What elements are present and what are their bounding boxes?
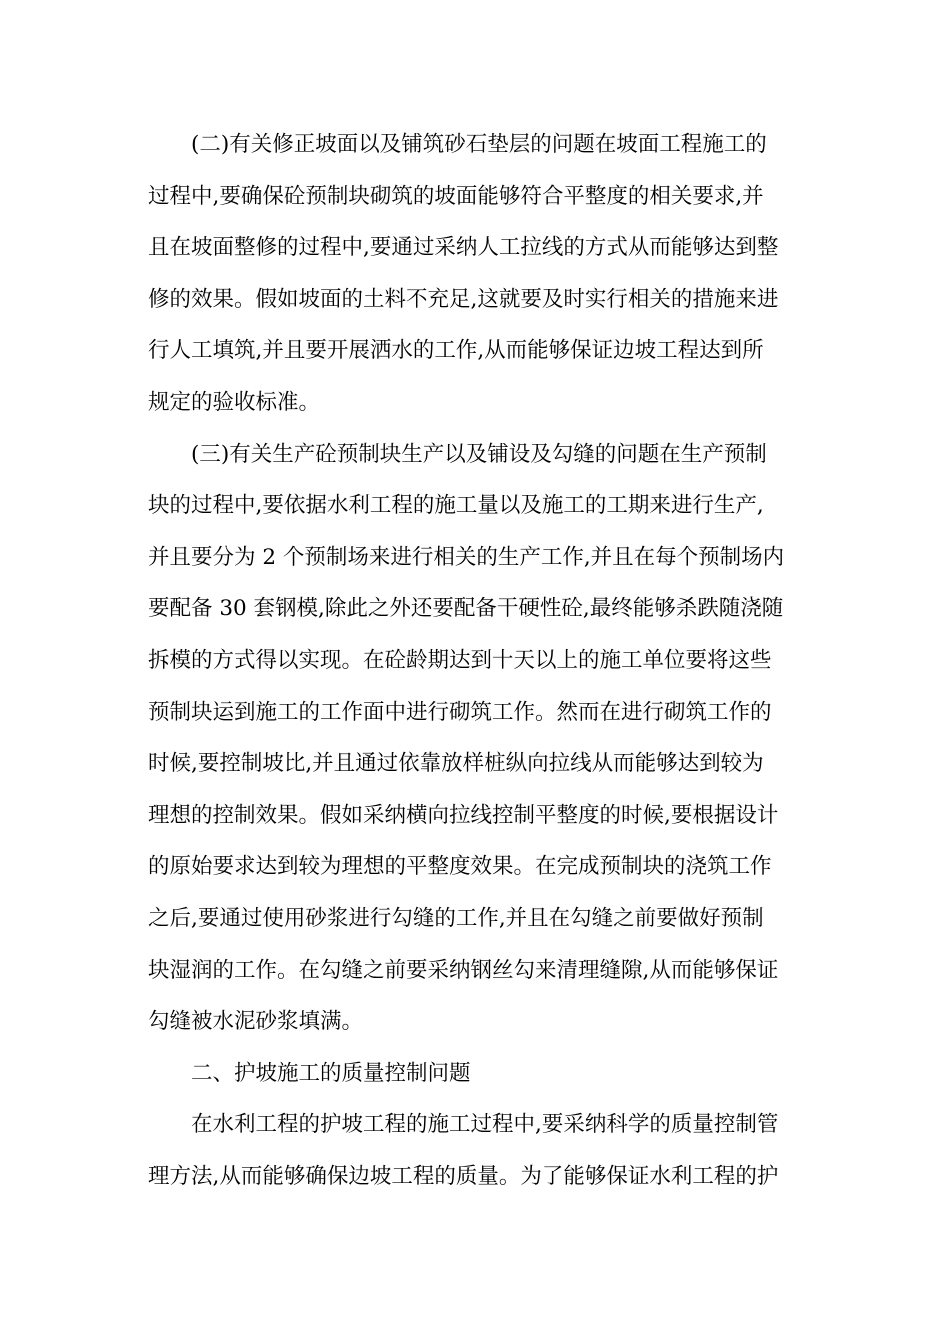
- paragraph-quality-control: [148, 1099, 808, 1202]
- paragraph-line: 要配备 30 套钢模,除此之外还要配备干硬性砼,最终能够杀跌随浇随: [148, 596, 784, 622]
- paragraph-precast-blocks: [148, 429, 808, 1048]
- paragraph-modify-slope: [148, 119, 808, 429]
- paragraph-line: 理想的控制效果。假如采纳横向拉线控制平整度的时候,要根据设计: [148, 802, 779, 828]
- paragraph-line: 并且要分为 2 个预制场来进行相关的生产工作,并且在每个预制场内: [148, 544, 785, 570]
- paragraph-line: 块湿润的工作。在勾缝之前要采纳钢丝勾来清理缝隙,从而能够保证: [148, 957, 779, 983]
- paragraph-line: 且在坡面整修的过程中,要通过采纳人工拉线的方式从而能够达到整: [148, 235, 779, 261]
- paragraph-line: 预制块运到施工的工作面中进行砌筑工作。然而在进行砌筑工作的: [148, 699, 772, 725]
- paragraph-line: 之后,要通过使用砂浆进行勾缝的工作,并且在勾缝之前要做好预制: [148, 905, 764, 931]
- paragraph-line: 在水利工程的护坡工程的施工过程中,要采纳科学的质量控制管: [191, 1112, 779, 1138]
- document-body: [148, 119, 808, 1202]
- paragraph-line: 修的效果。假如坡面的土料不充足,这就要及时实行相关的措施来进: [148, 286, 779, 312]
- paragraph-line: 时候,要控制坡比,并且通过依靠放样桩纵向拉线从而能够达到较为: [148, 751, 764, 777]
- paragraph-line: 勾缝被水泥砂浆填满。: [148, 1009, 364, 1035]
- paragraph-line: 拆模的方式得以实现。在砼龄期达到十天以上的施工单位要将这些: [148, 647, 772, 673]
- paragraph-line: (三)有关生产砼预制块生产以及铺设及勾缝的问题在生产预制: [191, 441, 767, 467]
- paragraph-line: 的原始要求达到较为理想的平整度效果。在完成预制块的浇筑工作: [148, 854, 772, 880]
- paragraph-line: 过程中,要确保砼预制块砌筑的坡面能够符合平整度的相关要求,并: [148, 183, 764, 209]
- paragraph-line: 理方法,从而能够确保边坡工程的质量。为了能够保证水利工程的护: [148, 1163, 779, 1189]
- paragraph-line: (二)有关修正坡面以及铺筑砂石垫层的问题在坡面工程施工的: [191, 132, 767, 157]
- paragraph-line: 行人工填筑,并且要开展洒水的工作,从而能够保证边坡工程达到所: [148, 338, 764, 364]
- paragraph-line: 规定的验收标准。: [148, 389, 321, 415]
- section-heading: [148, 1048, 808, 1100]
- section-heading-text: 二、护坡施工的质量控制问题: [191, 1060, 471, 1086]
- paragraph-line: 块的过程中,要依据水利工程的施工量以及施工的工期来进行生产,: [148, 493, 764, 519]
